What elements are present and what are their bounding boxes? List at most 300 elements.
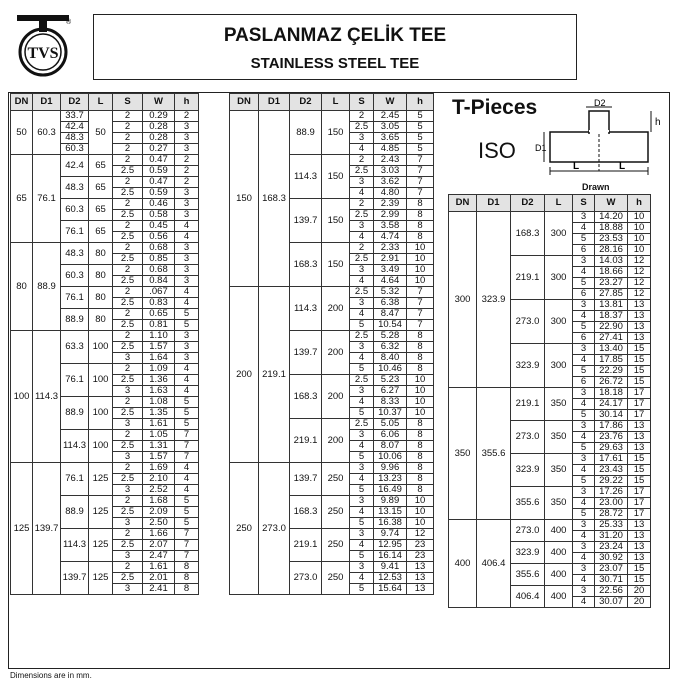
w-cell: 9.74 [374,529,407,540]
h-cell: 13 [628,542,651,553]
h-cell: 10 [407,375,434,386]
h-cell: 12 [628,289,651,300]
h-cell: 10 [407,507,434,518]
h-cell: 8 [407,430,434,441]
s-cell: 2.5 [113,540,143,551]
h-cell: 5 [175,518,199,529]
h-cell: 10 [407,496,434,507]
s-cell: 2 [113,463,143,474]
s-cell: 3 [350,342,374,353]
h-cell: 10 [407,276,434,287]
column-header: DN [449,195,477,212]
s-cell: 3 [573,564,595,575]
w-cell: 1.05 [143,430,175,441]
w-cell: 1.31 [143,441,175,452]
l-cell: 65 [89,221,113,243]
d1-cell: 139.7 [33,463,61,595]
h-cell: 8 [407,232,434,243]
column-header: h [628,195,651,212]
w-cell: 1.68 [143,496,175,507]
s-cell: 3 [113,419,143,430]
s-cell: 3 [350,133,374,144]
w-cell: 1.10 [143,331,175,342]
w-cell: 2.50 [143,518,175,529]
s-cell: 2.5 [350,210,374,221]
w-cell: 2.01 [143,573,175,584]
drawing-label-d2: D2 [594,99,606,108]
s-cell: 3 [573,520,595,531]
w-cell: 22.90 [595,322,628,333]
s-cell: 3 [113,353,143,364]
l-cell: 150 [322,155,350,199]
d2-cell: 60.3 [61,265,89,287]
d1-cell: 114.3 [33,331,61,463]
d2-cell: 42.4 [61,155,89,177]
w-cell: 30.92 [595,553,628,564]
h-cell: 13 [628,333,651,344]
h-cell: 7 [407,320,434,331]
w-cell: 17.86 [595,421,628,432]
s-cell: 2.5 [113,276,143,287]
h-cell: 4 [175,463,199,474]
d2-cell: 219.1 [511,388,545,421]
h-cell: 3 [175,342,199,353]
s-cell: 5 [573,366,595,377]
s-cell: 2 [113,144,143,155]
d2-cell: 88.9 [61,496,89,529]
w-cell: 18.88 [595,223,628,234]
s-cell: 4 [350,573,374,584]
h-cell: 8 [407,452,434,463]
w-cell: 6.06 [374,430,407,441]
s-cell: 2.5 [113,210,143,221]
l-cell: 300 [545,212,573,256]
w-cell: 25.33 [595,520,628,531]
s-cell: 5 [573,509,595,520]
s-cell: 4 [350,474,374,485]
h-cell: 13 [628,300,651,311]
s-cell: 4 [350,188,374,199]
w-cell: 10.46 [374,364,407,375]
h-cell: 13 [628,553,651,564]
table-row [449,520,651,531]
h-cell: 3 [175,122,199,133]
drawing-label-h: h [655,117,661,128]
s-cell: 2 [113,243,143,254]
d1-cell: 168.3 [259,111,290,287]
d2-cell: 114.3 [61,430,89,463]
d2-cell: 88.9 [290,111,322,155]
l-cell: 350 [545,388,573,421]
d2-cell: 139.7 [290,331,322,375]
column-header: L [89,94,113,111]
h-cell: 3 [175,133,199,144]
d2-cell: 88.9 [61,397,89,430]
s-cell: 2 [113,397,143,408]
d2-cell: 114.3 [290,287,322,331]
h-cell: 5 [175,408,199,419]
w-cell: 27.85 [595,289,628,300]
l-cell: 80 [89,243,113,265]
d1-cell: 355.6 [477,388,511,520]
s-cell: 5 [350,364,374,375]
h-cell: 13 [628,531,651,542]
h-cell: 20 [628,586,651,597]
d2-cell: 48.3 [61,243,89,265]
w-cell: 0.28 [143,122,175,133]
s-cell: 4 [350,309,374,320]
s-cell: 6 [573,245,595,256]
table-row [230,287,434,298]
h-cell: 2 [175,166,199,177]
s-cell: 5 [350,584,374,595]
l-cell: 400 [545,542,573,564]
table-row [11,155,199,166]
h-cell: 4 [175,375,199,386]
d2-cell: 48.3 [61,133,89,144]
table-row [230,111,434,122]
w-cell: 17.61 [595,454,628,465]
d2-cell: 406.4 [511,586,545,608]
dn-cell: 350 [449,388,477,520]
s-cell: 3 [350,496,374,507]
w-cell: 22.56 [595,586,628,597]
h-cell: 12 [628,278,651,289]
s-cell: 2 [113,529,143,540]
d2-cell: 219.1 [511,256,545,300]
h-cell: 15 [628,454,651,465]
h-cell: 7 [407,287,434,298]
s-cell: 5 [350,408,374,419]
w-cell: 9.89 [374,496,407,507]
dn-cell: 125 [11,463,33,595]
h-cell: 4 [175,232,199,243]
h-cell: 15 [628,575,651,586]
l-cell: 125 [89,562,113,595]
d1-cell: 88.9 [33,243,61,331]
column-header: L [322,94,350,111]
h-cell: 3 [175,144,199,155]
l-cell: 250 [322,562,350,595]
l-cell: 150 [322,199,350,243]
w-cell: 0.84 [143,276,175,287]
w-cell: 4.80 [374,188,407,199]
h-cell: 8 [175,573,199,584]
s-cell: 5 [573,476,595,487]
footnote: Dimensions are in mm. [10,671,92,680]
s-cell: 3 [113,551,143,562]
s-cell: 5 [350,452,374,463]
s-cell: 2 [113,199,143,210]
d2-cell: 219.1 [290,529,322,562]
w-cell: 3.65 [374,133,407,144]
s-cell: 2.5 [113,474,143,485]
w-cell: 1.69 [143,463,175,474]
tee-drawing [535,99,670,182]
d2-cell: 355.6 [511,564,545,586]
w-cell: 17.26 [595,487,628,498]
w-cell: 0.58 [143,210,175,221]
l-cell: 80 [89,309,113,331]
s-cell: 4 [350,507,374,518]
table-row [11,243,199,254]
s-cell: 2.5 [350,166,374,177]
s-cell: 2.5 [350,287,374,298]
w-cell: 3.49 [374,265,407,276]
d2-cell: 76.1 [61,463,89,496]
column-header: S [573,195,595,212]
h-cell: 15 [628,476,651,487]
s-cell: 2.5 [350,375,374,386]
h-cell: 10 [628,212,651,223]
w-cell: 6.38 [374,298,407,309]
h-cell: 4 [175,364,199,375]
s-cell: 4 [573,597,595,608]
w-cell: 8.07 [374,441,407,452]
dn-cell: 400 [449,520,477,608]
h-cell: 8 [407,210,434,221]
h-cell: 10 [407,243,434,254]
w-cell: 2.91 [374,254,407,265]
w-cell: 24.17 [595,399,628,410]
l-cell: 400 [545,564,573,586]
s-cell: 3 [350,430,374,441]
w-cell: 16.49 [374,485,407,496]
s-cell: 4 [350,540,374,551]
s-cell: 3 [350,562,374,573]
w-cell: 12.95 [374,540,407,551]
drawing-caption: Drawn [582,182,610,192]
title-english: STAINLESS STEEL TEE [250,55,420,72]
h-cell: 23 [407,540,434,551]
s-cell: 5 [573,443,595,454]
w-cell: 0.68 [143,243,175,254]
w-cell: 1.35 [143,408,175,419]
s-cell: 2 [113,111,143,122]
d2-cell: 139.7 [290,463,322,496]
l-cell: 200 [322,287,350,331]
s-cell: 2.5 [113,408,143,419]
s-cell: 2 [113,133,143,144]
l-cell: 350 [545,487,573,520]
l-cell: 125 [89,463,113,496]
h-cell: 5 [175,419,199,430]
l-cell: 200 [322,419,350,463]
h-cell: 7 [407,309,434,320]
h-cell: 8 [407,199,434,210]
l-cell: 100 [89,430,113,463]
h-cell: 3 [175,210,199,221]
dn-cell: 65 [11,155,33,243]
d2-cell: 42.4 [61,122,89,133]
h-cell: 7 [175,441,199,452]
h-cell: 20 [628,597,651,608]
s-cell: 2.5 [113,254,143,265]
l-cell: 65 [89,155,113,177]
h-cell: 8 [407,331,434,342]
column-header: W [595,195,628,212]
d2-cell: 88.9 [61,309,89,331]
l-cell: 200 [322,375,350,419]
w-cell: 30.71 [595,575,628,586]
s-cell: 3 [350,529,374,540]
h-cell: 12 [628,256,651,267]
w-cell: 2.33 [374,243,407,254]
h-cell: 7 [175,430,199,441]
dn-cell: 250 [230,463,259,595]
h-cell: 13 [628,520,651,531]
s-cell: 4 [573,355,595,366]
column-header: S [350,94,374,111]
s-cell: 4 [573,399,595,410]
s-cell: 2 [113,287,143,298]
w-cell: 26.72 [595,377,628,388]
table-row [449,388,651,399]
s-cell: 2 [113,562,143,573]
s-cell: 2 [113,155,143,166]
registered-mark: ® [66,19,72,26]
column-header: W [374,94,407,111]
s-cell: 5 [573,410,595,421]
s-cell: 6 [573,377,595,388]
w-cell: 1.57 [143,342,175,353]
h-cell: 3 [175,199,199,210]
s-cell: 2 [113,309,143,320]
w-cell: 9.96 [374,463,407,474]
w-cell: 6.32 [374,342,407,353]
s-cell: 4 [573,465,595,476]
w-cell: 12.53 [374,573,407,584]
h-cell: 10 [628,223,651,234]
h-cell: 8 [407,419,434,430]
s-cell: 3 [573,542,595,553]
s-cell: 2 [350,111,374,122]
column-header: D2 [61,94,89,111]
s-cell: 2.5 [113,166,143,177]
h-cell: 3 [175,243,199,254]
w-cell: 8.47 [374,309,407,320]
s-cell: 5 [350,485,374,496]
l-cell: 150 [322,243,350,287]
s-cell: 2.5 [350,254,374,265]
h-cell: 5 [407,122,434,133]
w-cell: 18.37 [595,311,628,322]
s-cell: 2.5 [350,419,374,430]
h-cell: 8 [175,562,199,573]
s-cell: 5 [350,320,374,331]
l-cell: 250 [322,529,350,562]
w-cell: 14.03 [595,256,628,267]
table-row [449,212,651,223]
w-cell: 3.03 [374,166,407,177]
s-cell: 4 [573,575,595,586]
h-cell: 5 [175,309,199,320]
h-cell: 7 [175,551,199,562]
s-cell: 5 [350,551,374,562]
s-cell: 2 [113,177,143,188]
d1-cell: 219.1 [259,287,290,463]
s-cell: 5 [573,234,595,245]
w-cell: 13.15 [374,507,407,518]
w-cell: 14.20 [595,212,628,223]
w-cell: 2.39 [374,199,407,210]
h-cell: 3 [175,254,199,265]
s-cell: 4 [350,441,374,452]
h-cell: 4 [175,485,199,496]
h-cell: 4 [175,221,199,232]
h-cell: 13 [628,421,651,432]
title-turkish: PASLANMAZ ÇELİK TEE [223,25,447,46]
s-cell: 4 [350,276,374,287]
w-cell: 15.64 [374,584,407,595]
s-cell: 3 [350,386,374,397]
h-cell: 17 [628,399,651,410]
column-header: D1 [33,94,61,111]
l-cell: 300 [545,344,573,388]
s-cell: 2 [113,221,143,232]
d2-cell: 355.6 [511,487,545,520]
h-cell: 5 [175,496,199,507]
w-cell: 10.54 [374,320,407,331]
l-cell: 80 [89,265,113,287]
title-box [93,14,577,80]
w-cell: 16.14 [374,551,407,562]
l-cell: 250 [322,463,350,496]
d2-cell: 323.9 [511,344,545,388]
s-cell: 2.5 [350,122,374,133]
w-cell: 2.47 [143,551,175,562]
s-cell: 6 [573,333,595,344]
s-cell: 3 [573,586,595,597]
d2-cell: 323.9 [511,454,545,487]
s-cell: 3 [350,298,374,309]
w-cell: 0.47 [143,155,175,166]
h-cell: 10 [407,265,434,276]
w-cell: 2.07 [143,540,175,551]
s-cell: 4 [573,553,595,564]
h-cell: 13 [628,311,651,322]
s-cell: 4 [573,311,595,322]
d2-cell: 114.3 [290,155,322,199]
d2-cell: 60.3 [61,199,89,221]
w-cell: 23.00 [595,498,628,509]
l-cell: 150 [322,111,350,155]
drawing-label-d1: D1 [535,143,547,153]
d2-cell: 273.0 [290,562,322,595]
tvs-logo [14,14,72,78]
h-cell: 8 [407,221,434,232]
h-cell: 17 [628,487,651,498]
s-cell: 2 [113,331,143,342]
l-cell: 350 [545,421,573,454]
h-cell: 15 [628,344,651,355]
d2-cell: 63.3 [61,331,89,364]
s-cell: 3 [113,485,143,496]
h-cell: 2 [175,177,199,188]
d2-cell: 168.3 [290,496,322,529]
s-cell: 4 [350,232,374,243]
h-cell: 10 [628,234,651,245]
s-cell: 5 [573,322,595,333]
w-cell: 4.74 [374,232,407,243]
tee-table-t3 [448,194,651,608]
drawing-label-l-left: L [573,161,580,172]
l-cell: 65 [89,199,113,221]
h-cell: 8 [407,463,434,474]
d2-cell: 33.7 [61,111,89,122]
w-cell: 30.14 [595,410,628,421]
drawing-label-l-right: L [619,161,626,172]
